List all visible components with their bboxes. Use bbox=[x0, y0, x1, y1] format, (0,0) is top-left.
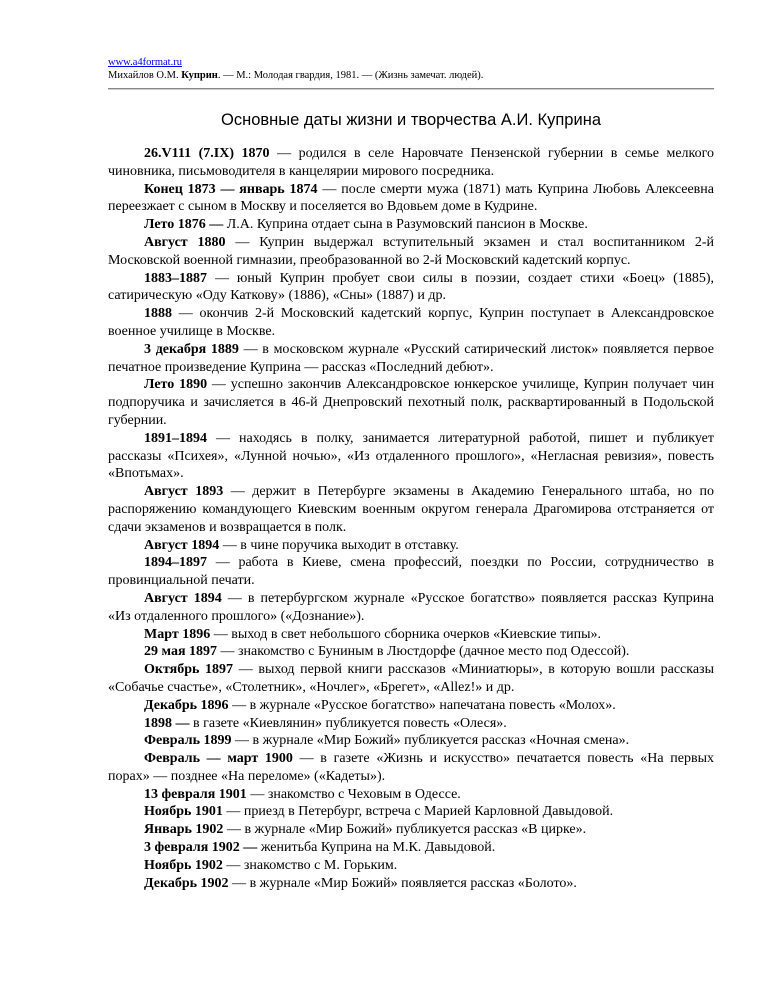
entry-text: — знакомство с Чеховым в Одессе. bbox=[246, 786, 461, 802]
entry-date: Февраль — март 1900 bbox=[144, 751, 293, 767]
entry-text: — окончив 2-й Московский кадетский корпус, Куприн поступает в Александровское военное училище в Москве. bbox=[108, 306, 714, 339]
entry-text: в газете «Киевлянин» публикуется повесть «Олеся». bbox=[189, 715, 507, 731]
entry-date: Октябрь 1897 bbox=[144, 662, 234, 678]
chronology-entry bbox=[108, 875, 714, 893]
entry-date: Январь 1902 bbox=[144, 822, 224, 838]
chronology-entry bbox=[108, 537, 714, 555]
chronology-entry bbox=[108, 341, 714, 377]
entry-text: — в журнале «Мир Божий» публикуется рассказ «Ночная смена». bbox=[231, 733, 630, 749]
entry-text: — в московском журнале «Русский сатирический листок» появляется первое печатное произведение Куприна — рассказ «Последний дебют». bbox=[108, 341, 714, 375]
citation-author: Михайлов О.М. bbox=[108, 70, 182, 81]
chronology-entry bbox=[108, 643, 714, 661]
entry-text: — успешно закончив Александровское юнкерское училище, Куприн получает чин подпоручика и зачисляется в 46-й Днепровский пехотный полк, расквартированный в Подольской губернии. bbox=[108, 377, 714, 428]
entry-date: Март 1896 bbox=[144, 626, 211, 642]
entry-date: Февраль 1899 bbox=[144, 733, 232, 749]
chronology-entry bbox=[108, 732, 714, 750]
entry-date: 3 февраля 1902 — bbox=[144, 840, 258, 856]
source-link[interactable]: www.a4format.ru bbox=[108, 57, 182, 68]
entry-text: — держит в Петербурге экзамены в Академию Генерального штаба, но по распоряжению командующего Киевским военным округом генерала Драгомирова отстраняется от сдачи экзаменов и возвращается в полк. bbox=[108, 484, 714, 535]
chronology-entry bbox=[108, 305, 714, 341]
chronology-entry bbox=[108, 181, 714, 217]
chronology-entry bbox=[108, 430, 714, 483]
chronology-entry bbox=[108, 483, 714, 536]
citation bbox=[108, 69, 714, 83]
entry-text: — в журнале «Русское богатство» напечатана повесть «Молох». bbox=[228, 697, 616, 713]
chronology-entry bbox=[108, 234, 714, 270]
entry-date: Лето 1890 bbox=[144, 377, 208, 393]
chronology-entry bbox=[108, 839, 714, 857]
entry-date: 1898 — bbox=[144, 715, 190, 731]
entry-text: женитьба Куприна на М.К. Давыдовой. bbox=[257, 840, 496, 856]
entry-text: — выход в свет небольшого сборника очерков «Киевские типы». bbox=[210, 626, 601, 642]
entry-text: — Куприн выдержал вступительный экзамен и стал воспитанником 2-й Московской военной гимназии, преобразованной во 2-й Московский кадетский корпус. bbox=[108, 234, 714, 268]
entry-date: 1888 bbox=[144, 306, 172, 322]
entry-text: — работа в Киеве, смена профессий, поездки по России, сотрудничество в провинциальной печати. bbox=[108, 555, 714, 589]
chronology-entry bbox=[108, 803, 714, 821]
chronology-entry bbox=[108, 590, 714, 626]
entry-text: — выход первой книги рассказов «Миниатюры», в которую вошли рассказы «Собачье счастье», «Столетник», «Ночлег», «Брегет», «Allez!» и др. bbox=[108, 662, 714, 695]
entry-date: Август 1880 bbox=[144, 234, 226, 250]
entry-date: 1894–1897 bbox=[144, 555, 207, 571]
chronology-entry bbox=[108, 857, 714, 875]
entry-date: Август 1894 bbox=[144, 590, 222, 606]
entry-text: — знакомство с Буниным в Люстдорфе (дачное место под Одессой). bbox=[217, 644, 630, 660]
entry-date: 29 мая 1897 bbox=[144, 644, 218, 660]
entry-text: — знакомство с М. Горьким. bbox=[222, 857, 398, 873]
page-title: Основные даты жизни и творчества А.И. Куприна bbox=[221, 111, 601, 129]
chronology-list bbox=[108, 145, 714, 892]
entry-date: 1891–1894 bbox=[144, 430, 207, 446]
entry-date: Ноябрь 1902 bbox=[144, 857, 223, 873]
entry-text: — в журнале «Мир Божий» появляется рассказ «Болото». bbox=[228, 875, 577, 891]
entry-text: — находясь в полку, занимается литературной работой, пишет и публикует рассказы «Психея», «Лунной ночью», «Из отдаленного прошлого», «Негласная ревизия», повесть «Впотьмах». bbox=[108, 430, 714, 482]
chronology-entry bbox=[108, 661, 714, 697]
chronology-entry bbox=[108, 216, 714, 234]
chronology-entry bbox=[108, 270, 714, 306]
chronology-entry bbox=[108, 697, 714, 715]
chronology-entry bbox=[108, 750, 714, 786]
entry-text: — приезд в Петербург, встреча с Марией Карловной Давыдовой. bbox=[222, 804, 614, 820]
chronology-entry bbox=[108, 376, 714, 429]
entry-date: Август 1893 bbox=[144, 484, 224, 500]
citation-title: Куприн bbox=[181, 70, 218, 81]
entry-text: — в чине поручика выходит в отставку. bbox=[219, 537, 459, 553]
entry-text: — в газете «Жизнь и искусство» печатается повесть «На первых порах» — позднее «На переломе» («Кадеты»). bbox=[108, 751, 714, 784]
entry-date: Конец 1873 — январь 1874 bbox=[144, 181, 318, 197]
chronology-entry bbox=[108, 145, 714, 181]
entry-text: Л.А. Куприна отдает сына в Разумовский пансион в Москве. bbox=[223, 217, 588, 233]
document-page bbox=[108, 56, 714, 892]
entry-text: — после смерти мужа (1871) мать Куприна Любовь Алексеевна переезжает с сыном в Москву и поселяется во Вдовьем доме в Кудрине. bbox=[108, 181, 714, 215]
entry-date: Ноябрь 1901 bbox=[144, 804, 223, 820]
entry-date: 3 декабря 1889 bbox=[144, 341, 239, 357]
entry-date: 26.V111 (7.IX) 1870 bbox=[144, 146, 270, 161]
entry-text: — в петербургском журнале «Русское богатство» появляется рассказ Куприна «Из отдаленного прошлого» («Дознание»). bbox=[108, 590, 714, 624]
entry-date: Лето 1876 — bbox=[144, 217, 224, 233]
chronology-entry bbox=[108, 626, 714, 644]
chronology-entry bbox=[108, 715, 714, 733]
chronology-entry bbox=[108, 786, 714, 804]
entry-text: — в журнале «Мир Божий» публикуется рассказ «В цирке». bbox=[223, 822, 587, 838]
entry-text: — родился в селе Наровчате Пензенской губернии в семье мелкого чиновника, письмоводителя в канцелярии мирового посредника. bbox=[108, 146, 715, 179]
chronology-entry bbox=[108, 821, 714, 839]
header-divider bbox=[108, 88, 714, 90]
entry-date: Август 1894 bbox=[144, 537, 220, 553]
entry-date: Декабрь 1902 bbox=[144, 875, 229, 891]
chronology-entry bbox=[108, 554, 714, 590]
citation-publisher: . — М.: Молодая гвардия, 1981. — (Жизнь замечат. людей). bbox=[217, 70, 484, 81]
entry-date: Декабрь 1896 bbox=[144, 697, 229, 713]
entry-date: 1883–1887 bbox=[144, 270, 207, 286]
entry-text: — юный Куприн пробует свои силы в поэзии, создает стихи «Боец» (1885), сатирическую «Оду Каткову» (1886), «Сны» (1887) и др. bbox=[108, 270, 714, 304]
entry-date: 13 февраля 1901 bbox=[144, 786, 247, 802]
